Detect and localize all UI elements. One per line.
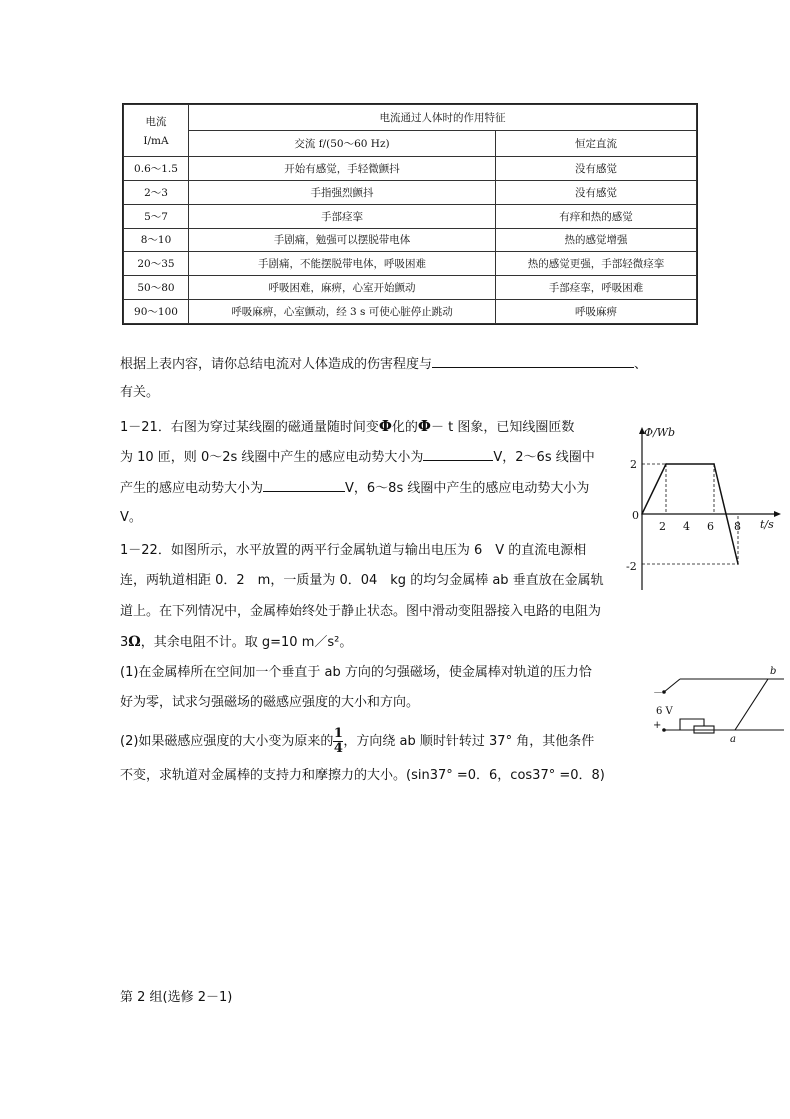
q21-text: V，6～8s 线圈中产生的感应电动势大小为 xyxy=(345,481,590,496)
table-question-line1 xyxy=(120,354,647,374)
q21-text: 产生的感应电动势大小为 xyxy=(120,481,264,496)
y-tick-label: -2 xyxy=(626,560,637,573)
header-ac: 交流 f/(50～60 Hz) xyxy=(189,131,496,157)
y-tick-label: 2 xyxy=(630,458,637,471)
table-row xyxy=(124,204,697,228)
cell-dc: 热的感觉增强 xyxy=(496,228,697,252)
answer-blank[interactable] xyxy=(423,447,493,461)
cell-ac: 呼吸困难，麻痹，心室开始颤动 xyxy=(189,276,496,300)
phi-point xyxy=(641,513,643,515)
phi-symbol: Φ xyxy=(417,417,431,435)
top-rail-lead xyxy=(664,679,680,692)
q22-line4 xyxy=(120,633,352,652)
table-question-text: 根据上表内容，请你总结电流对人体造成的伤害程度与 xyxy=(120,357,433,372)
label-minus: － xyxy=(653,688,663,699)
header-dc: 恒定直流 xyxy=(496,131,697,157)
cell-current: 5～7 xyxy=(124,204,189,228)
graph-ylabel: Φ/Wb xyxy=(644,426,676,439)
terminal-plus xyxy=(662,728,666,732)
q22-part2-line2: 不变，求轨道对金属棒的支持力和摩擦力的大小。(sin37° =0．6，cos37° =0．8) xyxy=(120,768,605,783)
header-effect: 电流通过人体时的作用特征 xyxy=(189,105,697,131)
q22-text: ，方向绕 ab 顺时针转过 37° 角，其他条件 xyxy=(343,734,595,749)
cell-dc: 手部痉挛，呼吸困难 xyxy=(496,276,697,300)
phi-t-graph xyxy=(628,424,788,594)
q22-line2: 连，两轨道相距 0．2 m，一质量为 0．04 kg 的均匀金属棒 ab 垂直放在金属轨 xyxy=(120,573,604,588)
cell-ac: 开始有感觉，手轻微颤抖 xyxy=(189,157,496,181)
q21-line3 xyxy=(120,478,589,498)
table-row xyxy=(124,276,697,300)
fraction-numerator: 1 xyxy=(333,726,343,741)
label-plus: + xyxy=(653,720,662,731)
q21-line2 xyxy=(120,447,595,467)
cell-ac: 手剧痛，不能摆脱带电体，呼吸困难 xyxy=(189,252,496,276)
table-row xyxy=(124,228,697,252)
q22-part1-line2: 好为零，试求匀强磁场的磁感应强度的大小和方向。 xyxy=(120,695,420,710)
cell-current: 20～35 xyxy=(124,252,189,276)
header-current xyxy=(124,105,189,157)
q21-text-a: 1－21．右图为穿过某线圈的磁通量随时间变 xyxy=(120,420,379,435)
table-question-end: 、 xyxy=(634,357,648,372)
q21-line1 xyxy=(120,417,574,437)
phi-point xyxy=(737,563,739,565)
header-current-line1: 电流 xyxy=(145,116,167,128)
cell-current: 0.6～1.5 xyxy=(124,157,189,181)
table-row xyxy=(124,157,697,181)
phi-symbol: Φ xyxy=(378,417,392,435)
label-voltage: 6 V xyxy=(656,706,673,717)
q22-part1-line1: (1)在金属棒所在空间加一个垂直于 ab 方向的匀强磁场，使金属棒对轨道的压力恰 xyxy=(120,665,592,680)
cell-dc: 呼吸麻痹 xyxy=(496,300,697,324)
label-b: b xyxy=(770,666,777,677)
cell-ac: 手指强烈颤抖 xyxy=(189,180,496,204)
x-tick-label: 6 xyxy=(707,520,714,533)
fraction-denominator: 4 xyxy=(333,741,343,756)
cell-dc: 有痒和热的感觉 xyxy=(496,204,697,228)
label-a: a xyxy=(730,734,736,745)
cell-ac: 手剧痛，勉强可以摆脱带电体 xyxy=(189,228,496,252)
phi-point xyxy=(665,463,667,465)
cell-dc: 没有感觉 xyxy=(496,157,697,181)
q21-text: V，2～6s 线圈中 xyxy=(493,450,595,465)
q22-text: 3 xyxy=(120,635,129,650)
rheostat-slider xyxy=(680,719,704,730)
phi-point xyxy=(713,463,715,465)
cell-current: 2～3 xyxy=(124,180,189,204)
omega-symbol: Ω xyxy=(128,634,141,650)
x-axis-arrow xyxy=(774,511,781,517)
q22-line3: 道上。在下列情况中，金属棒始终处于静止状态。图中滑动变阻器接入电路的电阻为 xyxy=(120,604,602,619)
q21-text-c: － t 图象，已知线圈匝数 xyxy=(431,420,575,435)
cell-ac: 手部痉挛 xyxy=(189,204,496,228)
graph-xlabel: t/s xyxy=(760,518,774,531)
table-row xyxy=(124,252,697,276)
table-row xyxy=(124,300,697,324)
q21-text-b: 化的 xyxy=(391,420,418,435)
table-question-line2: 有关。 xyxy=(120,385,160,400)
cell-current: 90～100 xyxy=(124,300,189,324)
table-row xyxy=(124,180,697,204)
q21-line4: V。 xyxy=(120,510,142,525)
current-effects-table xyxy=(122,103,698,325)
header-current-line2: I/mA xyxy=(143,135,169,147)
q22-text: (2)如果磁感应强度的大小变为原来的 xyxy=(120,734,334,749)
x-tick-label: 4 xyxy=(683,520,690,533)
q22-part2-line1 xyxy=(120,728,594,755)
answer-blank[interactable] xyxy=(432,354,634,368)
x-tick-label: 2 xyxy=(659,520,666,533)
origin-label: 0 xyxy=(632,509,639,522)
section-footer: 第 2 组(选修 2－1) xyxy=(120,990,233,1005)
cell-ac: 呼吸麻痹，心室颤动，经 3 s 可使心脏停止跳动 xyxy=(189,300,496,324)
q21-text: 为 10 匝，则 0～2s 线圈中产生的感应电动势大小为 xyxy=(120,450,424,465)
cell-dc: 没有感觉 xyxy=(496,180,697,204)
fraction-one-quarter xyxy=(333,728,343,755)
cell-current: 50～80 xyxy=(124,276,189,300)
cell-current: 8～10 xyxy=(124,228,189,252)
q22-text: ，其余电阻不计。取 g=10 m／s²。 xyxy=(140,635,353,650)
x-tick-label: 8 xyxy=(734,520,741,533)
metal-rod-ab xyxy=(735,679,768,730)
cell-dc: 热的感觉更强，手部轻微痉挛 xyxy=(496,252,697,276)
answer-blank[interactable] xyxy=(263,478,345,492)
q22-line1: 1－22．如图所示，水平放置的两平行金属轨道与输出电压为 6 V 的直流电源相 xyxy=(120,543,587,558)
rail-circuit-diagram xyxy=(640,662,788,744)
